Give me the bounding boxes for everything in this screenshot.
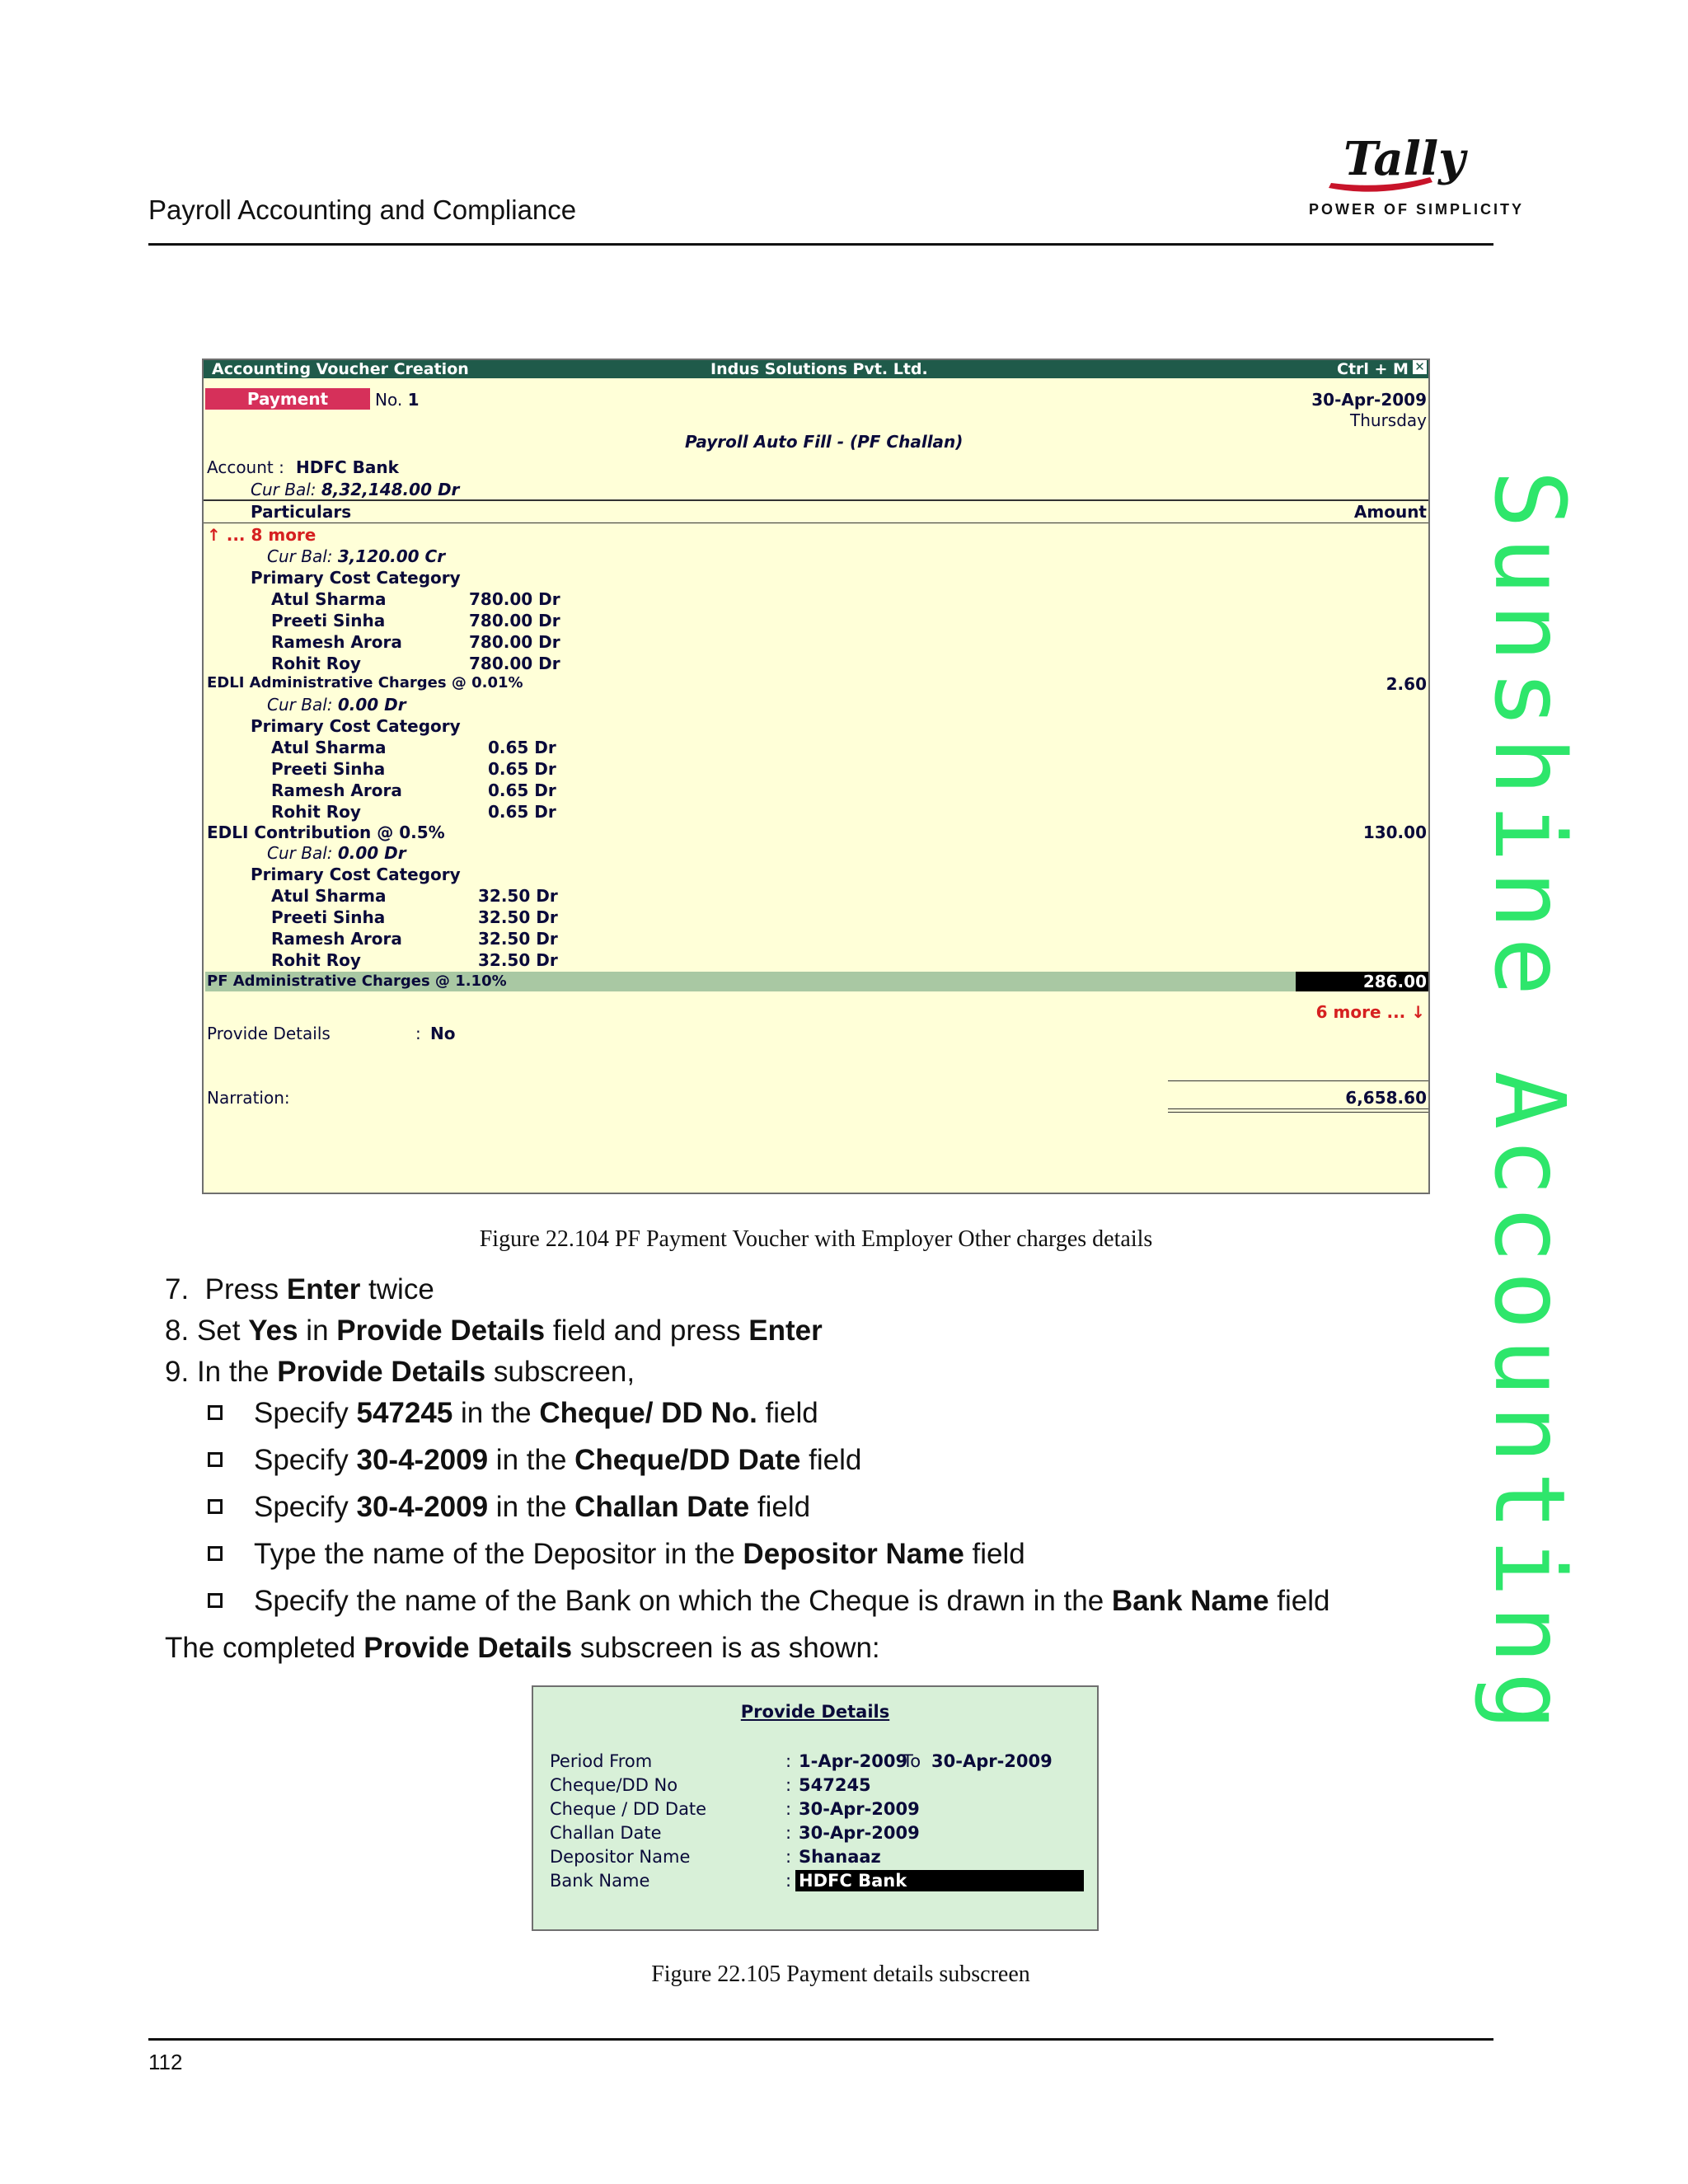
field-label: Depositor Name	[550, 1847, 691, 1867]
close-icon[interactable]: ✕	[1413, 360, 1427, 374]
bullet-square-icon	[208, 1405, 223, 1420]
voucher-total: 6,658.60	[1345, 1088, 1427, 1108]
tally-logo-tagline: POWER OF SIMPLICITY	[1309, 201, 1525, 218]
cost-centre-name[interactable]: Rohit Roy	[271, 654, 361, 673]
col-amount: Amount	[1353, 502, 1427, 522]
panel-title: Provide Details	[740, 1702, 890, 1722]
cost-centre-name[interactable]: Preeti Sinha	[271, 907, 386, 927]
bullet-square-icon	[208, 1499, 223, 1514]
curbal-value: 3,120.00 Cr	[337, 546, 446, 566]
shortcut-label: Ctrl + M	[1337, 360, 1409, 378]
bullet-square-icon	[208, 1546, 223, 1561]
field-label: Period From	[550, 1751, 653, 1771]
company-name: Indus Solutions Pvt. Ltd.	[710, 360, 928, 378]
cost-centre-name[interactable]: Ramesh Arora	[271, 780, 402, 800]
step-number: 8.	[165, 1315, 190, 1347]
account-field[interactable]: HDFC Bank	[296, 457, 399, 477]
field-colon: :	[785, 1799, 792, 1819]
step-number: 7.	[165, 1273, 190, 1305]
cost-centre-name[interactable]: Rohit Roy	[271, 950, 361, 970]
step-8: 8. Set Yes in Provide Details field and press Enter	[165, 1315, 823, 1347]
cheque-no-field[interactable]: 547245	[799, 1775, 871, 1795]
page-number: 112	[148, 2050, 183, 2074]
provide-details-sep: :	[415, 1024, 421, 1043]
account-curbal-label: Cur Bal:	[251, 480, 316, 499]
col-particulars: Particulars	[251, 502, 352, 522]
cost-centre-name[interactable]: Ramesh Arora	[271, 632, 402, 652]
voucher-date[interactable]: 30-Apr-2009	[1311, 390, 1427, 410]
cost-centre-name[interactable]: Rohit Roy	[271, 802, 361, 822]
field-colon: :	[785, 1871, 792, 1891]
field-label: Bank Name	[550, 1871, 650, 1891]
voucher-title: Accounting Voucher Creation	[212, 360, 469, 378]
selected-ledger-amount[interactable]: 286.00	[1296, 972, 1428, 991]
depositor-name-field[interactable]: Shanaaz	[799, 1847, 881, 1867]
footer-rule	[148, 2038, 1493, 2041]
tally-logo	[1286, 132, 1525, 227]
ledger-name[interactable]: EDLI Contribution @ 0.5%	[207, 823, 445, 842]
voucher-no[interactable]	[375, 390, 419, 410]
more-below-indicator[interactable]: 6 more ... ↓	[1315, 1002, 1425, 1022]
provide-details-panel	[532, 1685, 1099, 1931]
challan-date-field[interactable]: 30-Apr-2009	[799, 1823, 920, 1843]
curbal-label: Cur Bal:	[267, 695, 333, 715]
field-colon: :	[785, 1847, 792, 1867]
cost-centre-amount[interactable]: 0.65 Dr	[488, 802, 556, 822]
ledger-amount[interactable]: 2.60	[1386, 674, 1427, 694]
field-label: Cheque/DD No	[550, 1775, 678, 1795]
voucher-no-value: 1	[407, 390, 420, 410]
voucher-type-badge[interactable]: Payment	[205, 388, 370, 410]
narration-label: Narration:	[207, 1088, 290, 1108]
step-number: 9.	[165, 1356, 190, 1388]
cost-category: Primary Cost Category	[251, 716, 461, 736]
total-rule-1	[1168, 1108, 1428, 1109]
figure-caption: Figure 22.104 PF Payment Voucher with Employer Other charges details	[479, 1226, 1153, 1252]
cost-centre-amount[interactable]: 0.65 Dr	[488, 738, 556, 757]
bullet-square-icon	[208, 1452, 223, 1467]
cost-centre-amount[interactable]: 32.50 Dr	[478, 950, 558, 970]
bullet-item: Specify 30-4-2009 in the Challan Date field	[208, 1491, 810, 1524]
curbal-value: 0.00 Dr	[337, 695, 406, 715]
field-colon: :	[785, 1823, 792, 1843]
provide-details-label: Provide Details	[207, 1024, 331, 1043]
tally-logo-mark	[1286, 132, 1504, 198]
voucher-day: Thursday	[1350, 410, 1427, 430]
cost-centre-amount[interactable]: 32.50 Dr	[478, 907, 558, 927]
curbal-label: Cur Bal:	[267, 546, 333, 566]
curbal-label: Cur Bal:	[267, 843, 333, 863]
period-to-field[interactable]: 30-Apr-2009	[931, 1751, 1053, 1771]
running-head: Payroll Accounting and Compliance	[148, 194, 577, 225]
cost-centre-amount[interactable]: 32.50 Dr	[478, 886, 558, 906]
bullet-item: Specify the name of the Bank on which the Cheque is drawn in the Bank Name field	[208, 1585, 1330, 1618]
field-label: Challan Date	[550, 1823, 662, 1843]
watermark: Sunshine Accounting	[1473, 470, 1587, 1739]
selected-ledger-row[interactable]	[205, 972, 1428, 991]
bullet-item: Type the name of the Depositor in the Depositor Name field	[208, 1538, 1025, 1571]
cost-centre-name[interactable]: Ramesh Arora	[271, 929, 402, 949]
cost-centre-name[interactable]: Atul Sharma	[271, 589, 387, 609]
selected-ledger-name: PF Administrative Charges @ 1.10%	[207, 972, 507, 990]
total-top-rule	[1168, 1080, 1428, 1081]
cost-centre-name[interactable]: Preeti Sinha	[271, 759, 386, 779]
bullet-item: Specify 547245 in the Cheque/ DD No. field	[208, 1397, 818, 1430]
cost-centre-amount[interactable]: 780.00 Dr	[469, 654, 560, 673]
voucher-titlebar	[204, 360, 1428, 378]
cheque-date-field[interactable]: 30-Apr-2009	[799, 1799, 920, 1819]
cost-centre-amount[interactable]: 780.00 Dr	[469, 611, 560, 630]
account-label: Account :	[207, 457, 284, 477]
field-label: Cheque / DD Date	[550, 1799, 707, 1819]
completed-line: The completed Provide Details subscreen is as shown:	[165, 1632, 880, 1664]
bank-name-field[interactable]: HDFC Bank	[795, 1870, 1084, 1891]
cost-centre-name[interactable]: Atul Sharma	[271, 886, 387, 906]
autofill-title: Payroll Auto Fill - (PF Challan)	[685, 432, 964, 452]
voucher-no-label: No.	[375, 390, 403, 410]
bullet-square-icon	[208, 1593, 223, 1608]
curbal-value: 0.00 Dr	[337, 843, 406, 863]
figure-caption: Figure 22.105 Payment details subscreen	[651, 1961, 1030, 1987]
step-9: 9. In the Provide Details subscreen,	[165, 1356, 635, 1388]
table-top-rule	[204, 499, 1428, 501]
cost-centre-amount[interactable]: 780.00 Dr	[469, 632, 560, 652]
cost-centre-amount[interactable]: 780.00 Dr	[469, 589, 560, 609]
field-colon: :	[785, 1775, 792, 1795]
cost-centre-amount[interactable]: 0.65 Dr	[488, 780, 556, 800]
voucher-screen	[202, 359, 1430, 1194]
cost-category: Primary Cost Category	[251, 568, 461, 588]
ledger-name[interactable]: EDLI Administrative Charges @ 0.01%	[207, 674, 523, 691]
total-rule-2	[1168, 1112, 1428, 1113]
step-7: 7. Press Enter twice	[165, 1273, 434, 1305]
tally-logo-word: Tally	[1343, 132, 1465, 186]
field-colon: :	[785, 1751, 792, 1771]
bullet-item: Specify 30-4-2009 in the Cheque/DD Date field	[208, 1444, 861, 1477]
period-to-label: To	[903, 1751, 921, 1771]
cost-centre-amount[interactable]: 32.50 Dr	[478, 929, 558, 949]
header-rule	[148, 243, 1493, 246]
provide-details-field[interactable]: No	[430, 1024, 456, 1043]
cost-category: Primary Cost Category	[251, 865, 461, 884]
cost-centre-name[interactable]: Atul Sharma	[271, 738, 387, 757]
account-curbal-value: 8,32,148.00 Dr	[321, 480, 460, 499]
more-above-indicator[interactable]: ↑ ... 8 more	[207, 525, 316, 545]
period-from-field[interactable]: 1-Apr-2009	[799, 1751, 908, 1771]
ledger-amount[interactable]: 130.00	[1362, 823, 1427, 842]
cost-centre-amount[interactable]: 0.65 Dr	[488, 759, 556, 779]
cost-centre-name[interactable]: Preeti Sinha	[271, 611, 386, 630]
